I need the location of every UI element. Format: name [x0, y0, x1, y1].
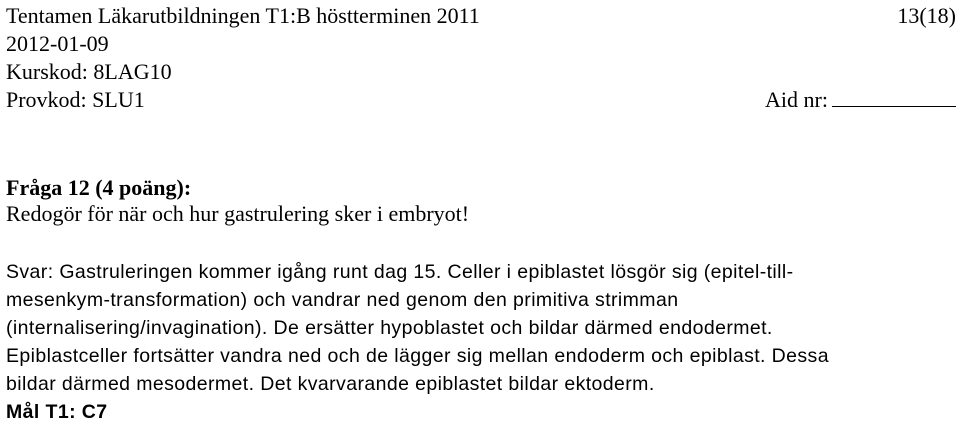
learning-goal: Mål T1: C7 [6, 401, 108, 423]
exam-code: Provkod: SLU1 [6, 87, 145, 112]
answer-line: Svar: Gastruleringen kommer igång runt dag 15. Celler i epiblastet lösgör sig (epitel-till- [6, 261, 794, 283]
exam-date: 2012-01-09 [6, 31, 109, 56]
exam-title: Tentamen Läkarutbildningen T1:B höstterminen 2011 [6, 3, 480, 28]
answer-line: (internalisering/invagination). De ersätter hypoblastet och bildar därmed endodermet. [6, 317, 773, 339]
answer-text [6, 258, 958, 426]
aid-blank-line[interactable] [832, 86, 956, 107]
aid-number-field[interactable] [765, 86, 956, 114]
page-number: 13(18) [897, 3, 956, 28]
course-code: Kurskod: 8LAG10 [6, 59, 172, 84]
question-heading: Fråga 12 (4 poäng): [6, 175, 192, 200]
header-exam-row [6, 86, 956, 114]
answer-line: bildar därmed mesodermet. Det kvarvarande epiblastet bildar ektoderm. [6, 373, 655, 395]
header-title-row [6, 2, 956, 30]
question-prompt: Redogör för när och hur gastrulering sker i embryot! [6, 201, 470, 226]
answer-line: Epiblastceller fortsätter vandra ned och de lägger sig mellan endoderm och epiblast. Dessa [6, 345, 829, 367]
answer-line: mesenkym-transformation) och vandrar ned genom den primitiva strimman [6, 289, 679, 311]
aid-label: Aid nr: [765, 87, 828, 112]
